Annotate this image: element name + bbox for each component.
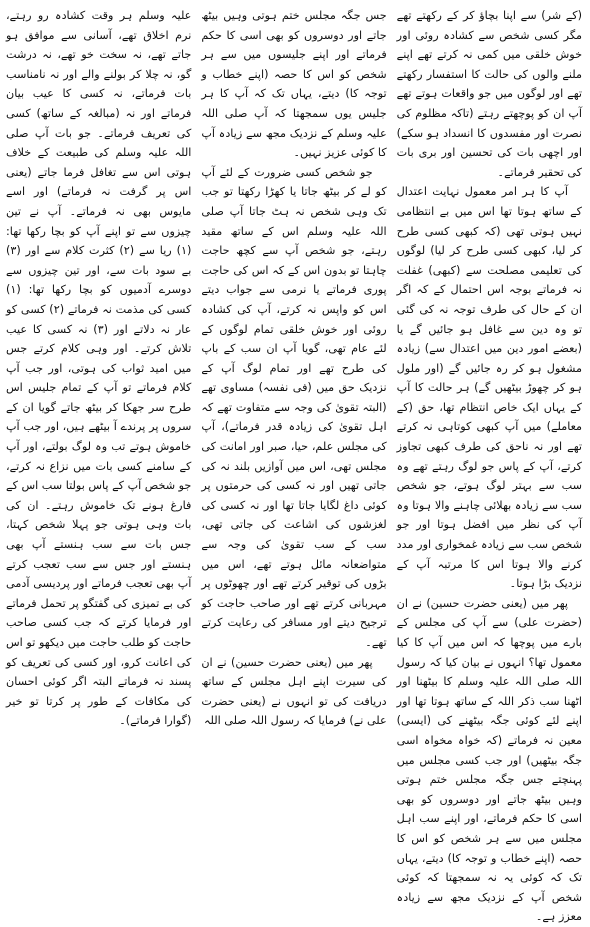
text-column-left <box>6 6 191 738</box>
paragraph: جو شخص کسی ضرورت کے لئے آپ کو لے کر بیٹھ جاتا یا کھڑا رکھتا تو جب تک وہی شخص نہ ہٹ جاتا آپ صلی اللہ علیہ وسلم اس کے ساتھ مقید رہتے، جو شخص آپ سے کچھ حاجت چاہتا تو بدون اس کے کہ اس کی حاجت پوری فرماتے یا نرمی سے جواب دیتے اس کو واپس نہ کرتے، آپ کی کشادہ روئی اور خوش خلقی تمام لوگوں کے لئے عام تھی، گویا آپ ان سب کے باپ کی طرح تھے اور تمام لوگ آپ کے نزدیک حق میں (فی نفسہ) مساوی تھے (البتہ تقویٰ کی وجہ سے متفاوت تھے کہ اہل تقویٰ کی زیادہ قدر فرماتے)، آپ کی مجلس علم، حیا، صبر اور امانت کی مجلس تھی، اس میں آوازیں بلند نہ کی جاتی تھیں اور نہ کسی کی حرمتوں پر کوئی داغ لگایا جاتا تھا اور نہ کسی کی لغزشوں کی اشاعت کی جاتی تھی، سب کے سب تقویٰ کی وجہ سے متواضعانہ مائل ہوتے تھے، اس میں بڑوں کی توقیر کرتے تھے اور چھوٹوں پر مہربانی کرتے تھے اور صاحب حاجت کو ترجیح دیتے اور مسافر کی رعایت کرتے تھے۔ <box>201 165 387 649</box>
text-column-right <box>396 6 582 924</box>
paragraph: پھر میں (یعنی حضرت حسین) نے ان (حضرت علی) سے آپ کی مجلس کے بارے میں پوچھا کہ اس میں آپ کا کیا معمول تھا؟ انہوں نے بیان کیا کہ رسول اللہ صلی اللہ علیہ وسلم کا بیٹھنا اور اٹھنا سب ذکر اللہ کے ساتھ ہوتا تھا اور اپنے لئے کوئی جگہ بیٹھنے کی (ایسی) معین نہ فرماتے (کہ خواہ مخواہ اسی جگہ بیٹھیں) اور جب کسی مجلس میں پہنچتے جس جگہ مجلس ختم ہوتی وہیں بیٹھ جاتے اور دوسروں کو بھی اسی کا حکم فرماتے، اور اپنے سب اہل مجلس میں سے ہر شخص کو اس کا حصہ (اپنے خطاب و توجہ کا) دیتے، یہاں تک کہ کوئی یہ نہ سمجھتا کہ کوئی شخص آپ کے نزدیک مجھ سے زیادہ معزز ہے۔ <box>396 596 582 924</box>
paragraph: آپ کا ہر امر معمول نہایت اعتدال کے ساتھ ہوتا تھا اس میں بے انتظامی نہیں ہوتی تھی (کہ کبھی کسی طرح کر لیا، کبھی کسی طرح کر لیا) لوگوں کی تعلیمی مصلحت سے (کبھی) غفلت نہ فرماتے بوجہ اس احتمال کے کہ اگر ان کے حال کی طرف توجہ نہ کی گئی تو وہ دین سے غافل ہو جائیں گے یا (بعضے امور دین میں اعتدال سے) زیادہ مشغول ہو کر رہ جائیں گے (اور ملول ہو کر چھوڑ بیٹھیں گے) ہر حالت کا آپ کے یہاں ایک خاص انتظام تھا، حق (کے معاملے) میں آپ کبھی کوتاہی نہ کرتے تھے اور نہ ناحق کی طرف کبھی تجاوز کرتے، آپ کے پاس جو لوگ رہتے تھے وہ سب سے بہتر لوگ ہوتے، جو شخص سب سے زیادہ بھلائی چاہنے والا ہوتا وہ آپ کی نظر میں افضل ہوتا اور جو شخص سب سے زیادہ غمخواری اور مدد کرنے والا ہوتا اس کا مرتبہ آپ کے نزدیک بڑا ہوتا۔ <box>396 185 582 591</box>
text-column-middle <box>201 6 386 738</box>
paragraph: جس جگہ مجلس ختم ہوتی وہیں بیٹھ جاتے اور دوسروں کو بھی اسی کا حکم فرماتے اور اپنے جلیسوں میں سے ہر شخص کو اس کا حصہ (اپنے خطاب و توجہ کا) دیتے، یہاں تک کہ آپ کا ہر جلیس یوں سمجھتا کہ آپ صلی اللہ علیہ وسلم کے نزدیک مجھ سے زیادہ آپ کا کوئی عزیز نہیں۔ <box>201 9 387 160</box>
paragraph: (کے شر) سے اپنا بچاؤ کر کے رکھتے تھے مگر کسی شخص سے کشادہ روئی اور خوش خلقی میں کمی نہ کرتے تھے اپنے ملنے والوں کی حالت کا استفسار رکھتے تھے اور لوگوں میں جو واقعات ہوتے تھے آپ ان کو پوچھتے رہتے (تاکہ مظلوم کی نصرت اور مفسدوں کا انسداد ہو سکے) اور اچھی بات کی تحسین اور بری بات کی تحقیر فرماتے۔ <box>396 9 582 179</box>
paragraph: پھر میں (یعنی حضرت حسین) نے ان کی سیرت اپنے اہل مجلس کے ساتھ دریافت کی تو انہوں نے (یعنی حضرت علی نے) فرمایا کہ رسول اللہ صلی اللہ <box>201 655 387 728</box>
paragraph: علیہ وسلم ہر وقت کشادہ رو رہتے، نرم اخلاق تھے، آسانی سے موافق ہو جاتے تھے، نہ سخت خو تھے، نہ درشت گو، نہ چلا کر بولنے والے اور نہ نامناسب بات فرماتے، نہ کسی کا عیب بیان فرماتے اور نہ (مبالغہ کے ساتھ) کسی کی تعریف فرماتے۔ جو بات آپ صلی اللہ علیہ وسلم کی طبیعت کے خلاف ہوتی اس سے تغافل فرما جاتے (یعنی اس پر گرفت نہ فرماتے) اور اسے مایوس بھی نہ فرماتے۔ آپ نے تین چیزوں سے تو اپنے آپ کو بچا رکھا تھا: (۱) ریا سے (۲) کثرت کلام سے اور (۳) بے سود بات سے، اور تین چیزوں سے دوسرے آدمیوں کو بچا رکھا تھا: (۱) کسی کی مذمت نہ فرماتے (۲) کسی کو عار نہ دلاتے اور (۳) نہ کسی کا عیب تلاش کرتے۔ اور وہی کلام کرتے جس میں امید ثواب کی ہوتی، اور جب آپ کلام فرماتے تو آپ کے تمام جلیس اس طرح سر جھکا کر بیٹھ جاتے گویا ان کے سروں پر پرندے آ بیٹھے ہیں، اور جب آپ خاموش ہوتے تب وہ لوگ بولتے، اور آپ کے سامنے کسی بات میں نزاع نہ کرتے، جو شخص آپ کے پاس بولتا سب اس کے فارغ ہونے تک خاموش رہتے۔ ان کی بات وہی ہوتی جو پہلا شخص کہتا، جس بات سے سب ہنستے آپ بھی ہنستے اور جس سے سب تعجب کرتے آپ بھی تعجب فرماتے اور پردیسی آدمی کی بے تمیزی کی گفتگو پر تحمل فرماتے اور فرمایا کرتے کہ جب کسی صاحب حاجت کو طلب حاجت میں دیکھو تو اس کی اعانت کرو، اور کسی کی تعریف کو پسند نہ فرماتے البتہ اگر کوئی احسان کی مکافات کے طور پر کرتا تو خیر (گوارا فرماتے)۔ <box>6 9 192 728</box>
